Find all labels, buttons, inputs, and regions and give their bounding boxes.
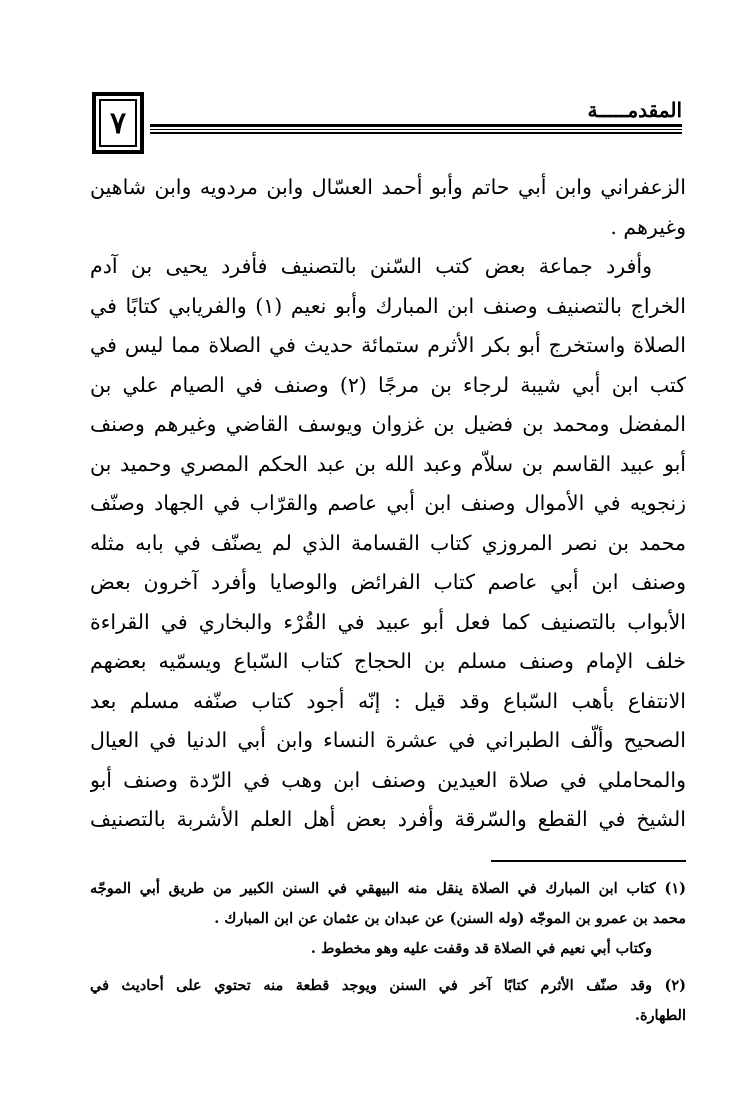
text-line: الانتفاع بأهب السّباع وقد قيل : إنّه أجود كتاب صنّفه مسلم بعد [90,688,686,713]
footnotes [90,874,686,1031]
page-number: ٧ [99,99,137,147]
footnote-line: الطهارة. [634,1007,686,1024]
page-header [92,92,682,162]
text-line: الشيخ في القطع والسّرقة وأفرد بعض أهل العلم الأشربة بالتصنيف [90,807,686,831]
text-line: أبو عبيد القاسم بن سلاّم وعبد الله بن عبد الحكم المصري وحميد بن [90,451,686,476]
running-title: المقدمـــــة [587,98,682,122]
header-rule [150,132,682,134]
main-text [90,168,686,840]
text-line: الصلاة واستخرج أبو بكر الأثرم ستمائة حديث في الصلاة مما ليس في [90,333,686,357]
text-line: الخراج بالتصنيف وصنف ابن المبارك وأبو نعيم (١) والفريابي كتابًا في [90,293,686,318]
footnote-line: (١) كتاب ابن المبارك في الصلاة ينقل منه البيهقي في السنن الكبير من طريق أبي الموجّه [90,880,686,897]
text-line: محمد بن نصر المروزي كتاب القسامة الذي لم يصنّف في بابه مثله [90,530,686,555]
header-rule [150,129,682,130]
header-rule [150,124,682,127]
footnote-line: (٢) وقد صنّف الأثرم كتابًا آخر في السنن ويوجد قطعة منه تحتوي على أحاديث في [90,977,686,994]
text-line: وصنف ابن أبي عاصم كتاب الفرائض والوصايا وأفرد آخرون بعض [90,570,686,594]
text-line: الزعفراني وابن أبي حاتم وأبو أحمد العسّال وابن مردويه وابن شاهين [90,175,686,199]
text-line: المفضل ومحمد بن فضيل بن غزوان ويوسف القاضي وغيرهم وصنف [90,412,686,436]
text-line: الأبواب بالتصنيف كما فعل أبو عبيد في القُرْء والبخاري في القراءة [90,609,686,634]
text-line: كتب ابن أبي شيبة لرجاء بن مرجًا (٢) وصنف في الصيام علي بن [90,372,686,397]
text-line: وأفرد جماعة بعض كتب السّنن بالتصنيف فأفرد يحيى بن آدم [90,254,652,278]
page-number-box [92,92,144,154]
text-line: وغيرهم . [610,214,686,239]
text-line: زنجويه في الأموال وصنف ابن أبي عاصم والقرّاب في الجهاد وصنّف [90,491,686,515]
text-line: الصحيح وألّف الطبراني في عشرة النساء وابن أبي الدنيا في العيال [90,728,686,752]
footnote-line: محمد بن عمرو بن الموجّه (وله السنن) عن عبدان بن عثمان عن ابن المبارك . [214,910,686,927]
footnote-separator [491,860,686,862]
footnote-line: وكتاب أبي نعيم في الصلاة قد وقفت عليه وهو مخطوط . [310,940,652,957]
text-line: والمحاملي في صلاة العيدين وصنف ابن وهب في الرّدة وصنف أبو [90,767,686,792]
text-line: خلف الإمام وصنف مسلم بن الحجاج كتاب السّباع ويسمّيه بعضهم [90,649,686,673]
